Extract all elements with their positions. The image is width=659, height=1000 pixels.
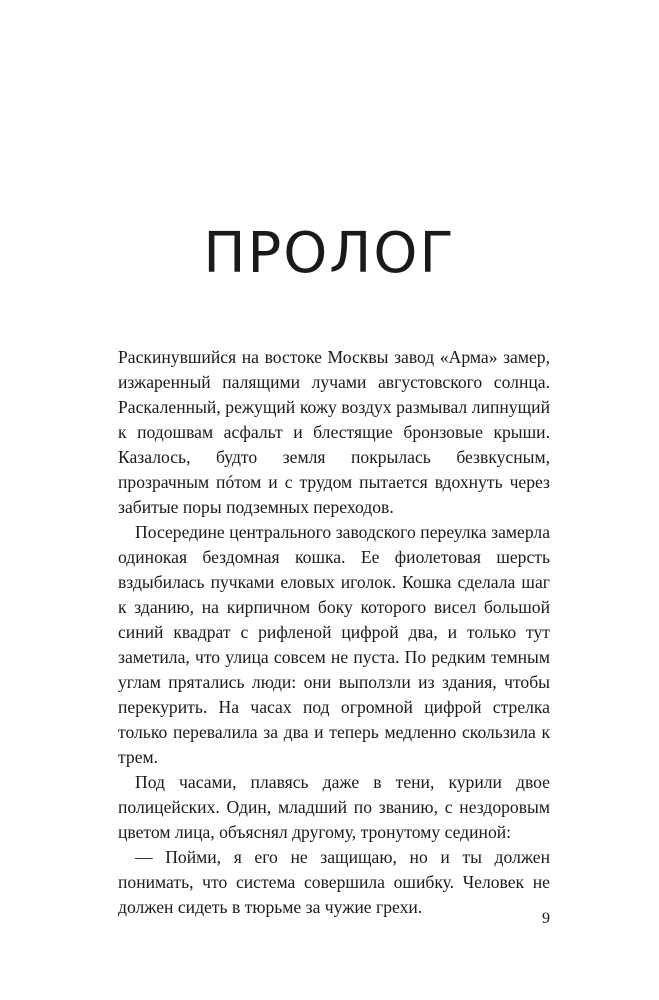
- paragraph-1: Раскинувшийся на востоке Москвы завод «Арма» замер, изжаренный палящими лучами августовского солнца. Раскаленный, режущий кожу воздух размывал липнущий к подошвам асфальт и блестящие бронзовые крыши. Казалось, будто земля покрылась безвкусным, прозрачным пóтом и с трудом пытается вдохнуть через забитые поры подземных переходов.: [118, 347, 550, 517]
- paragraph-3: Под часами, плавясь даже в тени, курили двое полицейских. Один, младший по званию, с нездоровым цветом лица, объяснял другому, тронутому сединой:: [118, 772, 550, 842]
- paragraph-4: — Пойми, я его не защищаю, но и ты должен понимать, что система совершила ошибку. Человек не должен сидеть в тюрьме за чужие грехи.: [118, 847, 550, 917]
- chapter-title: ПРОЛОГ: [203, 221, 456, 286]
- page-number: 9: [542, 910, 550, 927]
- paragraph-2: Посередине центрального заводского переулка замерла одинокая бездомная кошка. Ее фиолетовая шерсть вздыбилась пучками еловых иголок. Кошка сделала шаг к зданию, на кирпичном боку которого висел большой синий квадрат с рифленой цифрой два, и только тут заметила, что улица совсем не пуста. По редким темным углам прятались люди: они выползли из здания, чтобы перекурить. На часах под огромной цифрой стрелка только перевалила за два и теперь медленно скользила к трем.: [118, 522, 550, 767]
- body-text: [118, 345, 550, 920]
